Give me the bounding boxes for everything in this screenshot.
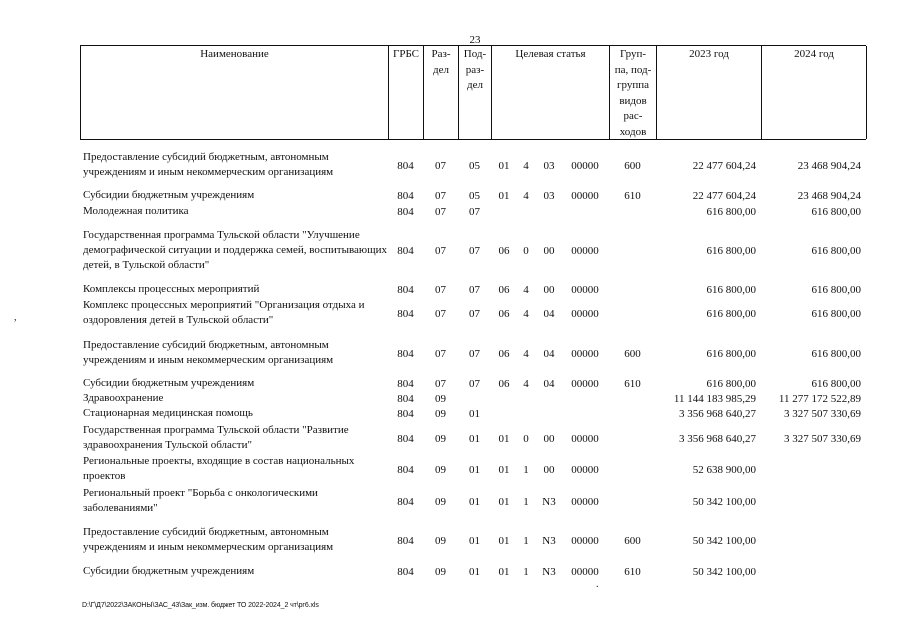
- cell-grbs: 804: [397, 534, 414, 547]
- cell-podrazdel: 01: [469, 566, 480, 578]
- cell-2023: 50 342 100,00: [692, 534, 756, 547]
- cell-2023: 22 477 604,24: [692, 190, 756, 202]
- cell-2024: 11 277 172 522,89: [778, 393, 861, 405]
- cell-target-direction: 00000: [571, 463, 599, 476]
- cell-grbs: 804: [397, 463, 414, 476]
- header-name: Наименование: [81, 46, 389, 139]
- cell-expense-group: 610: [624, 378, 641, 390]
- cell-name: Здравоохранение: [83, 392, 164, 404]
- table-row: [80, 454, 866, 484]
- cell-razdel: 07: [435, 284, 446, 296]
- cell-target-direction: 00000: [571, 284, 599, 296]
- cell-razdel: 07: [435, 378, 446, 390]
- cell-razdel: 09: [435, 432, 446, 445]
- cell-2023: 616 800,00: [706, 284, 756, 296]
- table-row: [80, 282, 866, 297]
- cell-target-direction: 00000: [571, 495, 599, 508]
- cell-name: Региональный проект "Борьба с онкологическими заболеваниями": [83, 487, 318, 514]
- cell-name: Комплекс процессных мероприятий "Организация отдыха и оздоровления детей в Тульской области": [83, 299, 365, 326]
- cell-target-program: 06: [498, 347, 510, 360]
- cell-target-event: 03: [543, 159, 555, 172]
- cell-2023: 52 638 900,00: [692, 463, 756, 476]
- cell-target-direction: 00000: [571, 534, 599, 547]
- header-2024: 2024 год: [762, 46, 867, 139]
- cell-target-subprogram: 4: [523, 159, 529, 172]
- cell-2023: 3 356 968 640,27: [679, 408, 756, 420]
- header-2023: 2023 год: [657, 46, 762, 139]
- table-row: [80, 298, 866, 328]
- cell-2024: 616 800,00: [811, 378, 861, 390]
- cell-name: Предоставление субсидий бюджетным, автономным учреждениям и иным некоммерческим организациям: [83, 526, 334, 553]
- cell-2024: 616 800,00: [811, 206, 861, 218]
- cell-grbs: 804: [397, 495, 414, 508]
- cell-podrazdel: 07: [469, 206, 480, 218]
- cell-target-program: 01: [498, 463, 510, 476]
- cell-expense-group: 600: [624, 534, 641, 547]
- cell-target-direction: 00000: [571, 245, 599, 257]
- cell-2023: 616 800,00: [706, 347, 756, 360]
- cell-2024: 616 800,00: [811, 347, 861, 360]
- cell-podrazdel: 01: [469, 495, 480, 508]
- header-grbs: ГРБС: [389, 46, 424, 139]
- page-number: 23: [469, 34, 481, 46]
- table-row: [80, 564, 866, 579]
- cell-2024: 616 800,00: [811, 245, 861, 257]
- cell-grbs: 804: [397, 307, 414, 320]
- cell-razdel: 09: [435, 566, 446, 578]
- cell-target-program: 06: [498, 378, 510, 390]
- scan-mark: .: [596, 579, 599, 590]
- cell-target-direction: 00000: [571, 347, 599, 360]
- cell-target-event: 03: [543, 190, 555, 202]
- cell-razdel: 09: [435, 534, 446, 547]
- table-row: [80, 338, 866, 368]
- cell-name: Предоставление субсидий бюджетным, автономным учреждениям и иным некоммерческим организациям: [83, 339, 334, 366]
- cell-target-program: 01: [498, 159, 510, 172]
- cell-target-direction: 00000: [571, 432, 599, 445]
- cell-podrazdel: 07: [469, 347, 480, 360]
- cell-2023: 50 342 100,00: [692, 495, 756, 508]
- cell-2023: 616 800,00: [706, 206, 756, 218]
- cell-target-direction: 00000: [571, 378, 599, 390]
- cell-grbs: 804: [397, 159, 414, 172]
- cell-target-direction: 00000: [571, 566, 599, 578]
- header-razdel: Раз- дел: [424, 46, 459, 139]
- cell-name: Государственная программа Тульской области "Развитие здравоохранения Тульской области": [83, 424, 349, 451]
- cell-2023: 3 356 968 640,27: [679, 432, 756, 445]
- cell-2023: 616 800,00: [706, 245, 756, 257]
- cell-podrazdel: 01: [469, 408, 480, 420]
- cell-target-event: 00: [543, 463, 555, 476]
- cell-name: Субсидии бюджетным учреждениям: [83, 189, 255, 201]
- cell-razdel: 09: [435, 495, 446, 508]
- cell-name: Стационарная медицинская помощь: [83, 407, 253, 419]
- cell-grbs: 804: [397, 393, 414, 405]
- cell-target-subprogram: 1: [523, 566, 529, 578]
- cell-grbs: 804: [397, 378, 414, 390]
- cell-name: Предоставление субсидий бюджетным, автономным учреждениям и иным некоммерческим организациям: [83, 151, 334, 178]
- table-row: [80, 228, 866, 273]
- cell-target-program: 01: [498, 432, 510, 445]
- cell-razdel: 07: [435, 347, 446, 360]
- scan-mark: ,: [14, 312, 17, 323]
- cell-target-program: 01: [498, 566, 510, 578]
- cell-target-program: 06: [498, 284, 510, 296]
- cell-2024: 23 468 904,24: [797, 190, 861, 202]
- header-group: Груп- па, под- группа видов рас- ходов: [610, 46, 657, 139]
- table-row: [80, 188, 866, 203]
- cell-target-subprogram: 1: [523, 534, 529, 547]
- cell-target-program: 01: [498, 495, 510, 508]
- table-row: [80, 391, 866, 406]
- cell-target-event: 04: [543, 347, 555, 360]
- cell-target-event: N3: [542, 534, 556, 547]
- cell-razdel: 09: [435, 408, 446, 420]
- cell-target-subprogram: 4: [523, 190, 529, 202]
- header-target: Целевая статья: [492, 46, 610, 139]
- table-row: [80, 486, 866, 516]
- cell-podrazdel: 07: [469, 307, 480, 320]
- cell-razdel: 07: [435, 190, 446, 202]
- cell-target-direction: 00000: [571, 307, 599, 320]
- cell-2023: 50 342 100,00: [692, 566, 756, 578]
- cell-expense-group: 600: [624, 159, 641, 172]
- cell-grbs: 804: [397, 347, 414, 360]
- cell-2023: 616 800,00: [706, 378, 756, 390]
- cell-name: Государственная программа Тульской области "Улучшение демографической ситуации и поддержка семей, воспитывающих детей, в Тульской области": [83, 229, 387, 271]
- cell-target-subprogram: 4: [523, 347, 529, 360]
- cell-target-event: 00: [543, 284, 555, 296]
- table-row: [80, 406, 866, 421]
- cell-target-program: 01: [498, 190, 510, 202]
- cell-expense-group: 610: [624, 566, 641, 578]
- cell-target-direction: 00000: [571, 159, 599, 172]
- cell-grbs: 804: [397, 566, 414, 578]
- cell-grbs: 804: [397, 206, 414, 218]
- table-row: [80, 204, 866, 219]
- cell-2024: 3 327 507 330,69: [784, 432, 861, 445]
- cell-podrazdel: 01: [469, 463, 480, 476]
- cell-razdel: 09: [435, 463, 446, 476]
- cell-target-program: 06: [498, 307, 510, 320]
- cell-razdel: 07: [435, 206, 446, 218]
- cell-2024: 616 800,00: [811, 307, 861, 320]
- cell-name: Молодежная политика: [83, 205, 189, 217]
- table-row: [80, 525, 866, 555]
- header-podrazdel: Под- раз- дел: [459, 46, 492, 139]
- cell-target-subprogram: 0: [523, 245, 529, 257]
- cell-grbs: 804: [397, 432, 414, 445]
- cell-razdel: 07: [435, 307, 446, 320]
- cell-2023: 22 477 604,24: [692, 159, 756, 172]
- cell-target-event: N3: [542, 566, 556, 578]
- cell-target-direction: 00000: [571, 190, 599, 202]
- cell-name: Субсидии бюджетным учреждениям: [83, 565, 255, 577]
- cell-podrazdel: 05: [469, 159, 480, 172]
- cell-razdel: 09: [435, 393, 446, 405]
- file-path-footer: D:\Г\Д7\2022\ЗАКОНЫ\ЗАС_43\Зак_изм. бюджет ТО 2022-2024_2 чт\рг6.xls: [82, 602, 319, 609]
- cell-podrazdel: 01: [469, 534, 480, 547]
- cell-2024: 616 800,00: [811, 284, 861, 296]
- table-row: [80, 376, 866, 391]
- cell-expense-group: 610: [624, 190, 641, 202]
- cell-target-subprogram: 0: [523, 432, 529, 445]
- cell-name: Субсидии бюджетным учреждениям: [83, 377, 255, 389]
- cell-podrazdel: 07: [469, 378, 480, 390]
- cell-target-program: 01: [498, 534, 510, 547]
- cell-grbs: 804: [397, 284, 414, 296]
- cell-target-event: 00: [543, 432, 555, 445]
- cell-podrazdel: 07: [469, 245, 480, 257]
- cell-target-subprogram: 4: [523, 378, 529, 390]
- cell-target-event: 04: [543, 378, 555, 390]
- cell-target-subprogram: 4: [523, 284, 529, 296]
- cell-2024: 23 468 904,24: [797, 159, 861, 172]
- table-row: [80, 150, 866, 180]
- cell-razdel: 07: [435, 245, 446, 257]
- cell-target-subprogram: 4: [523, 307, 529, 320]
- cell-podrazdel: 07: [469, 284, 480, 296]
- cell-target-subprogram: 1: [523, 495, 529, 508]
- cell-grbs: 804: [397, 245, 414, 257]
- cell-name: Региональные проекты, входящие в состав национальных проектов: [83, 455, 355, 482]
- cell-expense-group: 600: [624, 347, 641, 360]
- cell-grbs: 804: [397, 408, 414, 420]
- cell-target-event: N3: [542, 495, 556, 508]
- cell-podrazdel: 05: [469, 190, 480, 202]
- cell-razdel: 07: [435, 159, 446, 172]
- cell-podrazdel: 01: [469, 432, 480, 445]
- cell-2023: 11 144 183 985,29: [673, 393, 756, 405]
- cell-target-program: 06: [498, 245, 510, 257]
- cell-2024: 3 327 507 330,69: [784, 408, 861, 420]
- cell-target-event: 04: [543, 307, 555, 320]
- cell-2023: 616 800,00: [706, 307, 756, 320]
- cell-target-subprogram: 1: [523, 463, 529, 476]
- table-header: [80, 45, 866, 140]
- cell-name: Комплексы процессных мероприятий: [83, 283, 260, 295]
- cell-target-event: 00: [543, 245, 555, 257]
- cell-grbs: 804: [397, 190, 414, 202]
- table-row: [80, 423, 866, 453]
